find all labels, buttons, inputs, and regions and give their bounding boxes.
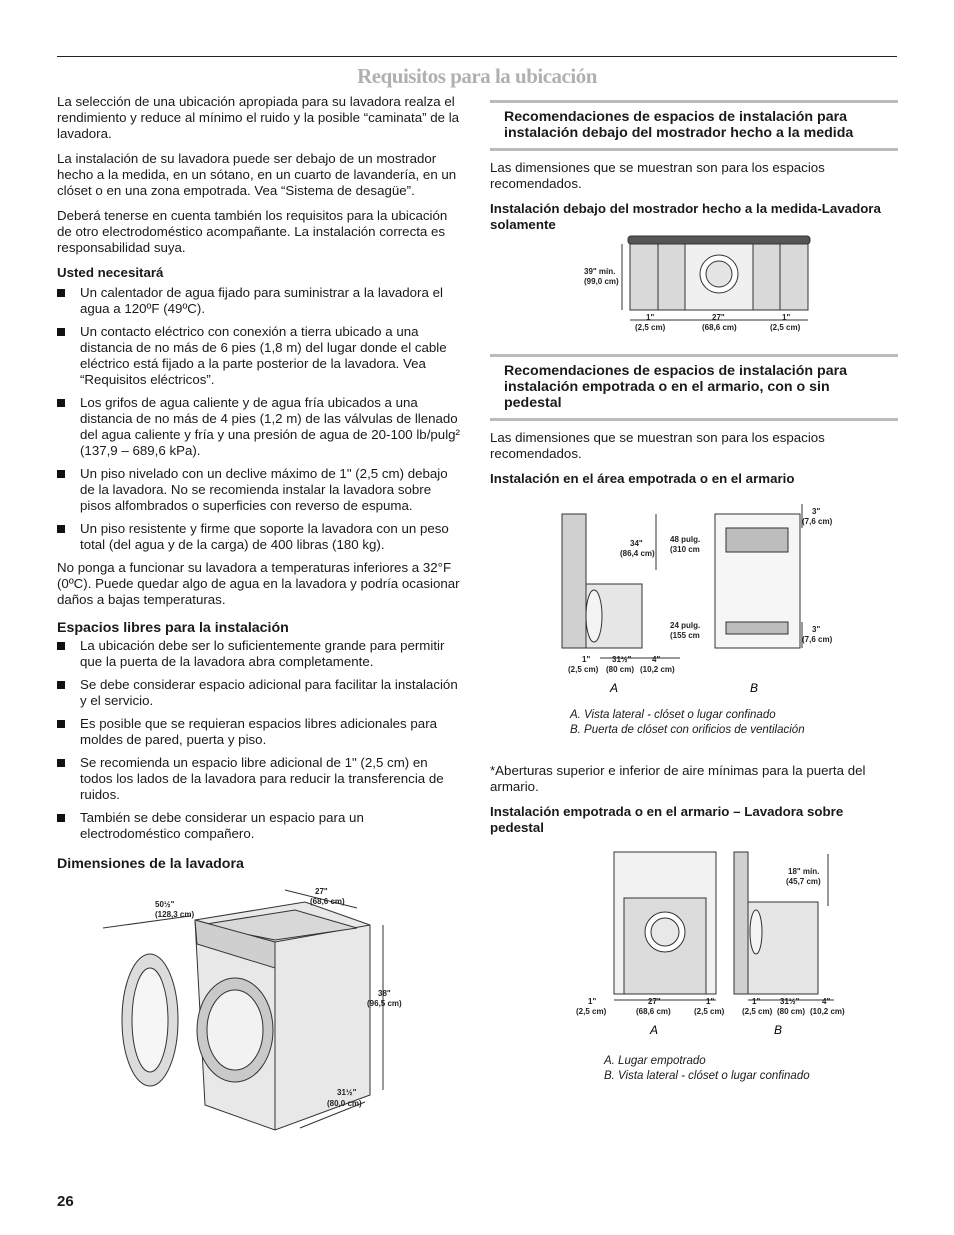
pedestal-caption-b: B. Vista lateral - clóset o lugar confinado [604, 1070, 810, 1082]
left-column [57, 94, 462, 874]
height-cm: (96,5 cm) [367, 999, 402, 1008]
depth-label: 31½" [780, 997, 800, 1006]
depth-cm: (80 cm) [777, 1007, 806, 1016]
pedestal-subheading: Instalación empotrada o en el armario – Lavadora sobre pedestal [490, 804, 844, 835]
clearance-list [57, 638, 462, 842]
top-vent-label: 48 pulg. [670, 535, 701, 544]
depth-cm: (80 cm) [606, 665, 635, 674]
width-cm: (68,6 cm) [636, 1007, 671, 1016]
left-gap-label: 1" [588, 997, 597, 1006]
label-a: A [650, 1023, 659, 1037]
g4-label: 4" [822, 997, 831, 1006]
list-item: La ubicación debe ser lo suficientemente grande para permitir que la puerta de la lavadora abra completamente. [57, 638, 462, 670]
width-label: 27" [648, 997, 661, 1006]
box1-intro: Las dimensiones que se muestran son para los espacios recomendados. [490, 160, 825, 191]
bullet-icon [57, 470, 65, 478]
right-column-3 [490, 763, 898, 840]
intro-paragraph-2: La instalación de su lavadora puede ser debajo de un mostrador hecho a la medida, en un sótano, en un cuarto de lavandería, en un clóset o en una zona empotrada. Vea “Sistema de desagüe”. [57, 151, 457, 198]
bullet-icon [57, 642, 65, 650]
list-item: Es posible que se requieran espacios libres adicionales para moldes de pared, puerta y piso. [57, 716, 462, 748]
bullet-icon [57, 814, 65, 822]
closet-caption-a: A. Vista lateral - clóset o lugar confinado [570, 709, 776, 721]
g1-label: 1" [752, 997, 761, 1006]
bullet-icon [57, 681, 65, 689]
width-cm: (68,6 cm) [310, 897, 345, 906]
depth-label: 31½" [612, 655, 632, 664]
label-b: B [774, 1023, 783, 1037]
box2-intro: Las dimensiones que se muestran son para los espacios recomendados. [490, 430, 825, 461]
page-title: Requisitos para la ubicación [357, 64, 597, 88]
box2-subheading: Instalación en el área empotrada o en el armario [490, 471, 795, 486]
right-gap-cm: (2,5 cm) [770, 323, 801, 332]
undercounter-figure [580, 232, 820, 342]
right-column-2 [490, 354, 898, 491]
pedestal-caption-a: A. Lugar empotrado [604, 1055, 706, 1067]
left-gap-cm: (2,5 cm) [635, 323, 666, 332]
need-heading: Usted necesitará [57, 265, 164, 280]
dimensions-heading: Dimensiones de la lavadora [57, 856, 244, 872]
pedestal-figure [572, 850, 852, 1040]
bullet-icon [57, 720, 65, 728]
bottom-vent-label: 24 pulg. [670, 621, 701, 630]
list-item: Un calentador de agua fijado para suministrar a la lavadora el agua a 120ºF (49ºC). [57, 285, 462, 317]
bottom-gap-label: 3" [812, 625, 821, 634]
gap4-cm: (10,2 cm) [640, 665, 675, 674]
right-column [490, 100, 898, 237]
top-gap-label: 3" [812, 507, 821, 516]
width-label: 27" [315, 887, 328, 896]
side-label: 31½" [337, 1088, 357, 1097]
bullet-icon [57, 399, 65, 407]
need-list [57, 285, 462, 553]
depth-label: 50½" [155, 900, 175, 909]
right-gap-cm: (2,5 cm) [694, 1007, 725, 1016]
left-gap-label: 1" [646, 313, 655, 322]
footnote: *Aberturas superior e inferior de aire mínimas para la puerta del armario. [490, 763, 866, 794]
top-min-label: 18" mín. [788, 867, 820, 876]
gap1-cm: (2,5 cm) [568, 665, 599, 674]
min-height-label: 39" mín. [584, 267, 616, 276]
list-item: Un contacto eléctrico con conexión a tierra ubicado a una distancia de no más de 6 pies (1,8 m) del lugar donde el cable eléctrico está fijado a la parte posterior de la lavadora. Vea “Requisitos eléctricos”. [57, 324, 462, 388]
left-gap-cm: (2,5 cm) [576, 1007, 607, 1016]
top-rule [57, 56, 897, 57]
bottom-gap-cm: (7,6 cm) [802, 635, 833, 644]
freeze-note: No ponga a funcionar su lavadora a temperaturas inferiores a 32°F (0ºC). Puede quedar algo de agua en la lavadora y podría ocasionar daños a bajas temperaturas. [57, 560, 460, 607]
box1-subheading: Instalación debajo del mostrador hecho a la medida-Lavadora solamente [490, 201, 881, 232]
bullet-icon [57, 289, 65, 297]
right-gap-label: 1" [782, 313, 791, 322]
right-gap-label: 1" [706, 997, 715, 1006]
intro-paragraph-3: Deberá tenerse en cuenta también los requisitos para la ubicación de otro electrodoméstico acompañante. La instalación correcta es responsabilidad suya. [57, 208, 448, 255]
list-item: Un piso resistente y firme que soporte la lavadora con un peso total (del agua y de la carga) de 400 libras (180 kg). [57, 521, 462, 553]
gap1-label: 1" [582, 655, 591, 664]
side-height-label: 34" [630, 539, 643, 548]
closet-figure [560, 500, 850, 705]
list-item: Se recomienda un espacio libre adicional de 1" (2,5 cm) en todos los lados de la lavadora para reducir la transferencia de ruidos. [57, 755, 462, 803]
page-number: 26 [57, 1193, 74, 1210]
depth-cm: (128,3 cm) [155, 910, 195, 919]
width-label: 27" [712, 313, 725, 322]
bottom-vent-cm: (155 cm [670, 631, 700, 640]
clearance-heading: Espacios libres para la instalación [57, 620, 289, 636]
top-vent-cm: (310 cm [670, 545, 700, 554]
closet-caption-b: B. Puerta de clóset con orificios de ventilación [570, 724, 805, 736]
side-height-cm: (86,4 cm) [620, 549, 655, 558]
label-b: B [750, 681, 759, 695]
list-item: Los grifos de agua caliente y de agua fría ubicados a una distancia de no más de 4 pies (1,2 m) de las válvulas de llenado del agua caliente y fría y una presión de agua de 20-100 lb/pulg² (137,9 – 689,6 kPa). [57, 395, 462, 459]
list-item: También se debe considerar un espacio para un electrodoméstico compañero. [57, 810, 462, 842]
height-label: 38" [378, 989, 391, 998]
side-cm: (80,0 cm) [327, 1099, 362, 1108]
bullet-icon [57, 525, 65, 533]
washer-dimensions-figure [95, 880, 415, 1140]
list-item: Se debe considerar espacio adicional para facilitar la instalación y el servicio. [57, 677, 462, 709]
g4-cm: (10,2 cm) [810, 1007, 845, 1016]
gap4-label: 4" [652, 655, 661, 664]
section-box-undercounter: Recomendaciones de espacios de instalación para instalación debajo del mostrador hecho a la medida [490, 100, 898, 151]
label-a: A [610, 681, 619, 695]
section-box-recessed: Recomendaciones de espacios de instalación para instalación empotrada o en el armario, con o sin pedestal [490, 354, 898, 421]
top-min-cm: (45,7 cm) [786, 877, 821, 886]
g1-cm: (2,5 cm) [742, 1007, 773, 1016]
intro-paragraph-1: La selección de una ubicación apropiada para su lavadora realza el rendimiento y reduce al mínimo el ruido y la posible “caminata” de la lavadora. [57, 94, 460, 141]
list-item: Un piso nivelado con un declive máximo de 1" (2,5 cm) debajo de la lavadora. No se recomienda instalar la lavadora sobre pisos alfombrados o superficies con reverso de espuma. [57, 466, 462, 514]
top-gap-cm: (7,6 cm) [802, 517, 833, 526]
width-cm: (68,6 cm) [702, 323, 737, 332]
bullet-icon [57, 759, 65, 767]
min-height-cm: (99,0 cm) [584, 277, 619, 286]
bullet-icon [57, 328, 65, 336]
